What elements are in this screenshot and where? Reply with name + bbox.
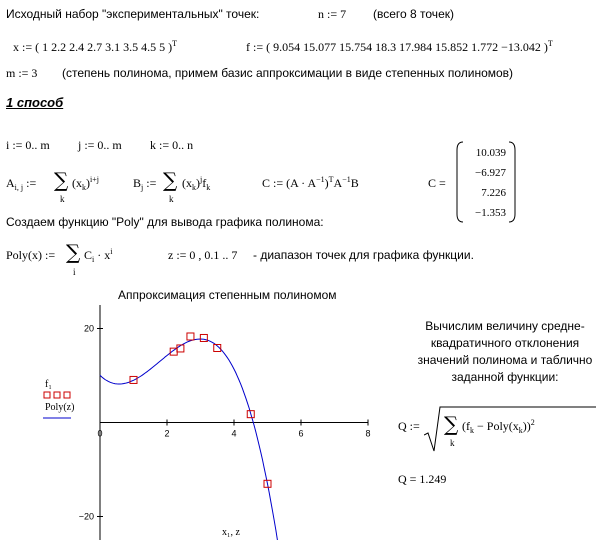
chart-title: Аппроксимация степенным полиномом bbox=[118, 288, 337, 302]
poly-term-exp: i bbox=[110, 247, 113, 256]
b-f: f bbox=[202, 176, 207, 190]
q-expr: (f bbox=[462, 419, 470, 433]
poly-formula[interactable] bbox=[6, 240, 136, 284]
y-tick-label: 20 bbox=[83, 323, 94, 334]
legend-f1-label: f₁ bbox=[45, 379, 52, 390]
a-term: (x bbox=[72, 176, 82, 190]
b-formula[interactable] bbox=[133, 168, 243, 210]
f-vector[interactable] bbox=[246, 40, 553, 56]
f-vector-transpose: T bbox=[547, 39, 553, 48]
poly-sum-index: i bbox=[73, 267, 76, 277]
q-result[interactable]: Q = 1.249 bbox=[398, 472, 447, 486]
c-inverse-2: −1 bbox=[342, 175, 351, 184]
range-j[interactable]: j := 0.. m bbox=[78, 138, 122, 152]
poly-sum-sign: ∑ bbox=[66, 240, 81, 264]
x-vector-transpose: T bbox=[172, 39, 177, 48]
c-value: −6.927 bbox=[475, 167, 506, 179]
data-point bbox=[200, 334, 207, 341]
error-line: Вычислим величину средне- bbox=[425, 319, 585, 333]
m-definition[interactable]: m := 3 bbox=[6, 66, 38, 80]
error-line: заданной функции: bbox=[451, 370, 559, 384]
a-subscript: i, j bbox=[14, 183, 24, 192]
b-lhs: B bbox=[133, 176, 142, 190]
x-tick-label: 8 bbox=[365, 428, 371, 439]
b-f-sub: k bbox=[206, 183, 211, 192]
b-subscript: j bbox=[141, 183, 144, 192]
a-sum-sign: ∑ bbox=[54, 168, 69, 192]
z-note: - диапазон точек для графика функции. bbox=[253, 248, 474, 262]
a-exponent: i+j bbox=[90, 175, 99, 184]
description-text: Исходный набор "экспериментальных" точек: bbox=[6, 7, 260, 21]
c-value: 10.039 bbox=[475, 147, 506, 159]
b-term-end: ) bbox=[196, 176, 200, 190]
y-tick-label: −20 bbox=[78, 511, 94, 522]
poly-term: C bbox=[84, 248, 93, 262]
x-tick-label: 4 bbox=[231, 428, 237, 439]
c-def: C := (A · A bbox=[262, 176, 317, 190]
b-assign: := bbox=[146, 176, 157, 190]
b-sum-sign: ∑ bbox=[163, 168, 178, 192]
n-definition[interactable]: n := 7 bbox=[318, 7, 347, 21]
m-note: (степень полинома, примем базис аппроксимации в виде степенных полиномов) bbox=[62, 66, 514, 80]
poly-intro: Создаем функцию "Poly" для вывода графика полинома: bbox=[6, 215, 324, 229]
c-mid: ) bbox=[324, 176, 329, 190]
x-tick-label: 0 bbox=[97, 428, 103, 439]
a-assign: := bbox=[26, 176, 37, 190]
f-vector-label: f := ( 9.054 15.077 15.754 18.3 17.984 15.852 1.772 −13.042 ) bbox=[246, 40, 548, 54]
x-tick-label: 6 bbox=[298, 428, 304, 439]
n-note: (всего 8 точек) bbox=[373, 7, 454, 21]
a-formula[interactable] bbox=[6, 168, 116, 210]
q-expr-sub: k bbox=[470, 426, 474, 435]
poly-term-sub: i bbox=[92, 255, 95, 264]
q-sum-sign: ∑ bbox=[444, 412, 459, 436]
c-result-label: C = bbox=[428, 176, 446, 190]
c-value: 7.226 bbox=[481, 187, 506, 199]
q-formula[interactable] bbox=[398, 405, 598, 455]
legend-poly-line bbox=[43, 415, 73, 421]
q-expr-end: )) bbox=[522, 419, 531, 433]
a-term-end: ) bbox=[86, 176, 90, 190]
b-term-sub: k bbox=[192, 183, 196, 192]
poly-curve bbox=[100, 339, 289, 540]
c-value: −1.353 bbox=[475, 207, 506, 219]
q-expr-mid: − Poly(x bbox=[477, 419, 519, 433]
q-expr-sub2: k bbox=[518, 426, 523, 435]
section-title: 1 способ bbox=[6, 95, 64, 110]
x-vector[interactable] bbox=[13, 40, 177, 56]
error-line: значений полинома и таблично bbox=[417, 353, 593, 367]
data-point bbox=[187, 333, 194, 340]
poly-lhs: Poly(x) := bbox=[6, 248, 56, 262]
b-sum-index: k bbox=[169, 194, 174, 204]
legend-f1-marker bbox=[43, 390, 73, 400]
a-term-sub: k bbox=[82, 183, 86, 192]
c-inverse-1: −1 bbox=[316, 175, 325, 184]
legend-poly-label: Poly(z) bbox=[45, 402, 75, 413]
error-description bbox=[405, 318, 605, 386]
poly-term-dot: · x bbox=[97, 248, 111, 262]
c-a: A bbox=[333, 176, 343, 190]
q-exponent: 2 bbox=[530, 418, 535, 427]
c-b: B bbox=[350, 176, 359, 190]
x-tick-label: 2 bbox=[164, 428, 170, 439]
b-exponent: j bbox=[200, 175, 203, 184]
a-sum-index: k bbox=[60, 194, 65, 204]
x-vector-label: x := ( 1 2.2 2.4 2.7 3.1 3.5 4.5 5 ) bbox=[13, 40, 173, 54]
q-sum-index: k bbox=[450, 438, 455, 448]
range-i[interactable]: i := 0.. m bbox=[6, 138, 50, 152]
q-def: Q := bbox=[398, 419, 420, 433]
error-line: квадратичного отклонения bbox=[430, 336, 580, 350]
range-k[interactable]: k := 0.. n bbox=[150, 138, 194, 152]
c-matrix[interactable] bbox=[466, 143, 506, 223]
z-definition[interactable]: z := 0 , 0.1 .. 7 bbox=[168, 248, 238, 262]
c-formula[interactable] bbox=[262, 176, 359, 192]
chart-xlabel: x₁, z bbox=[222, 527, 240, 538]
a-lhs: A bbox=[6, 176, 15, 190]
c-transpose: T bbox=[328, 175, 334, 184]
b-term: (x bbox=[182, 176, 192, 190]
